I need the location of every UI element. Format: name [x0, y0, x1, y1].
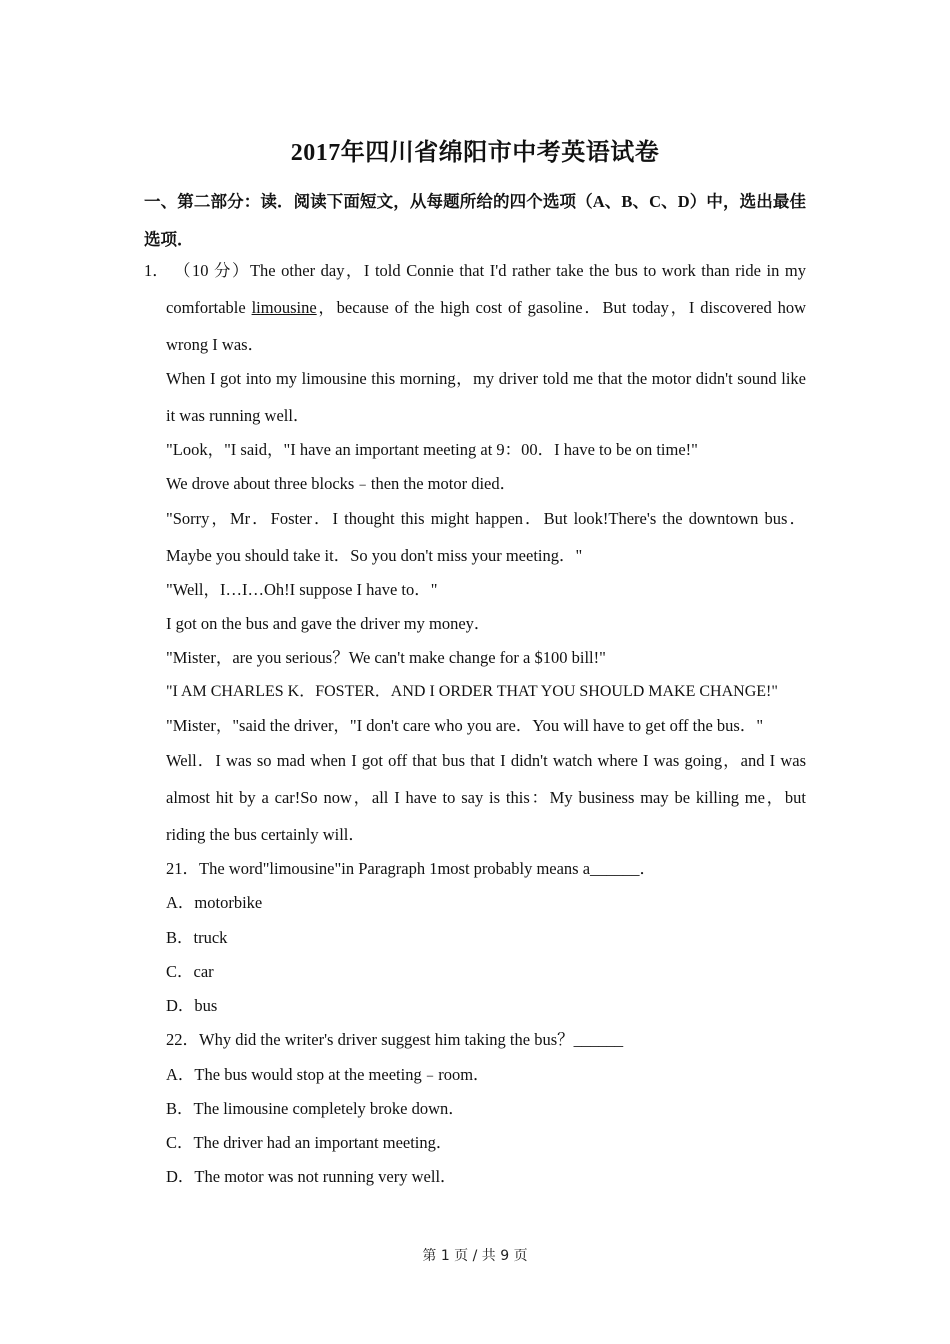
paragraph-7: I got on the bus and gave the driver my money． [166, 614, 491, 633]
paragraph-5: "Sorry，Mr．Foster．I thought this might happen．But look!There's the downtown bus．Maybe you should take it．So you don't miss your meeting．" [166, 509, 806, 565]
paragraph-11: Well．I was so mad when I got off that bus that I didn't watch where I was going，and I was almost hit by a car!So now，all I have to say is this：My business may be killing me，but riding the bus certainly will． [166, 751, 806, 844]
q21-option-a: A．motorbike [166, 893, 263, 912]
question-points: （10 分） [174, 261, 250, 280]
q22-option-c: C．The driver had an important meeting． [166, 1133, 453, 1152]
page-title: 2017年四川省绵阳市中考英语试卷 [290, 140, 660, 166]
page-footer: 第 1 页 / 共 9 页 [422, 1248, 528, 1264]
q21-option-b: B．truck [166, 928, 228, 947]
paragraph-1-text-a: The other day，I told Connie that I'd rather take the bus to work than ride in my comfortable [166, 261, 806, 317]
q22-option-b: B．The limousine completely broke down． [166, 1099, 465, 1118]
paragraph-2: When I got into my limousine this morning，my driver told me that the motor didn't sound like it was running well． [166, 369, 806, 425]
question-number: 1． [144, 261, 169, 280]
paragraph-8: "Mister，are you serious？We can't make change for a $100 bill!" [166, 648, 606, 667]
paragraph-4: We drove about three blocks﹣then the motor died． [166, 474, 517, 493]
q21-stem: 21．The word"limousine"in Paragraph 1most probably means a______． [166, 859, 657, 878]
paragraph-10: "Mister，"said the driver，"I don't care who you are．You will have to get off the bus．" [166, 716, 764, 735]
paragraph-3: "Look，"I said，"I have an important meeting at 9：00．I have to be on time!" [166, 440, 698, 459]
underlined-word: limousine [251, 298, 317, 317]
paragraph-1-text-b: ，because of the high cost of gasoline．But today，I discovered how wrong I was． [166, 298, 806, 354]
q21-option-d: D．bus [166, 996, 218, 1015]
paragraph-6: "Well，I…I…Oh!I suppose I have to．" [166, 580, 438, 599]
q22-option-a: A．The bus would stop at the meeting﹣room． [166, 1065, 490, 1084]
q22-option-d: D．The motor was not running very well． [166, 1167, 457, 1186]
section-heading: 一、第二部分：读．阅读下面短文，从每题所给的四个选项（A、B、C、D）中，选出最佳选项． [144, 192, 806, 249]
q21-option-c: C．car [166, 962, 214, 981]
paragraph-9: "I AM CHARLES K．FOSTER．AND I ORDER THAT YOU SHOULD MAKE CHANGE!" [166, 683, 778, 700]
q22-stem: 22．Why did the writer's driver suggest him taking the bus？______ [166, 1030, 624, 1049]
paragraph-1 [166, 252, 806, 363]
